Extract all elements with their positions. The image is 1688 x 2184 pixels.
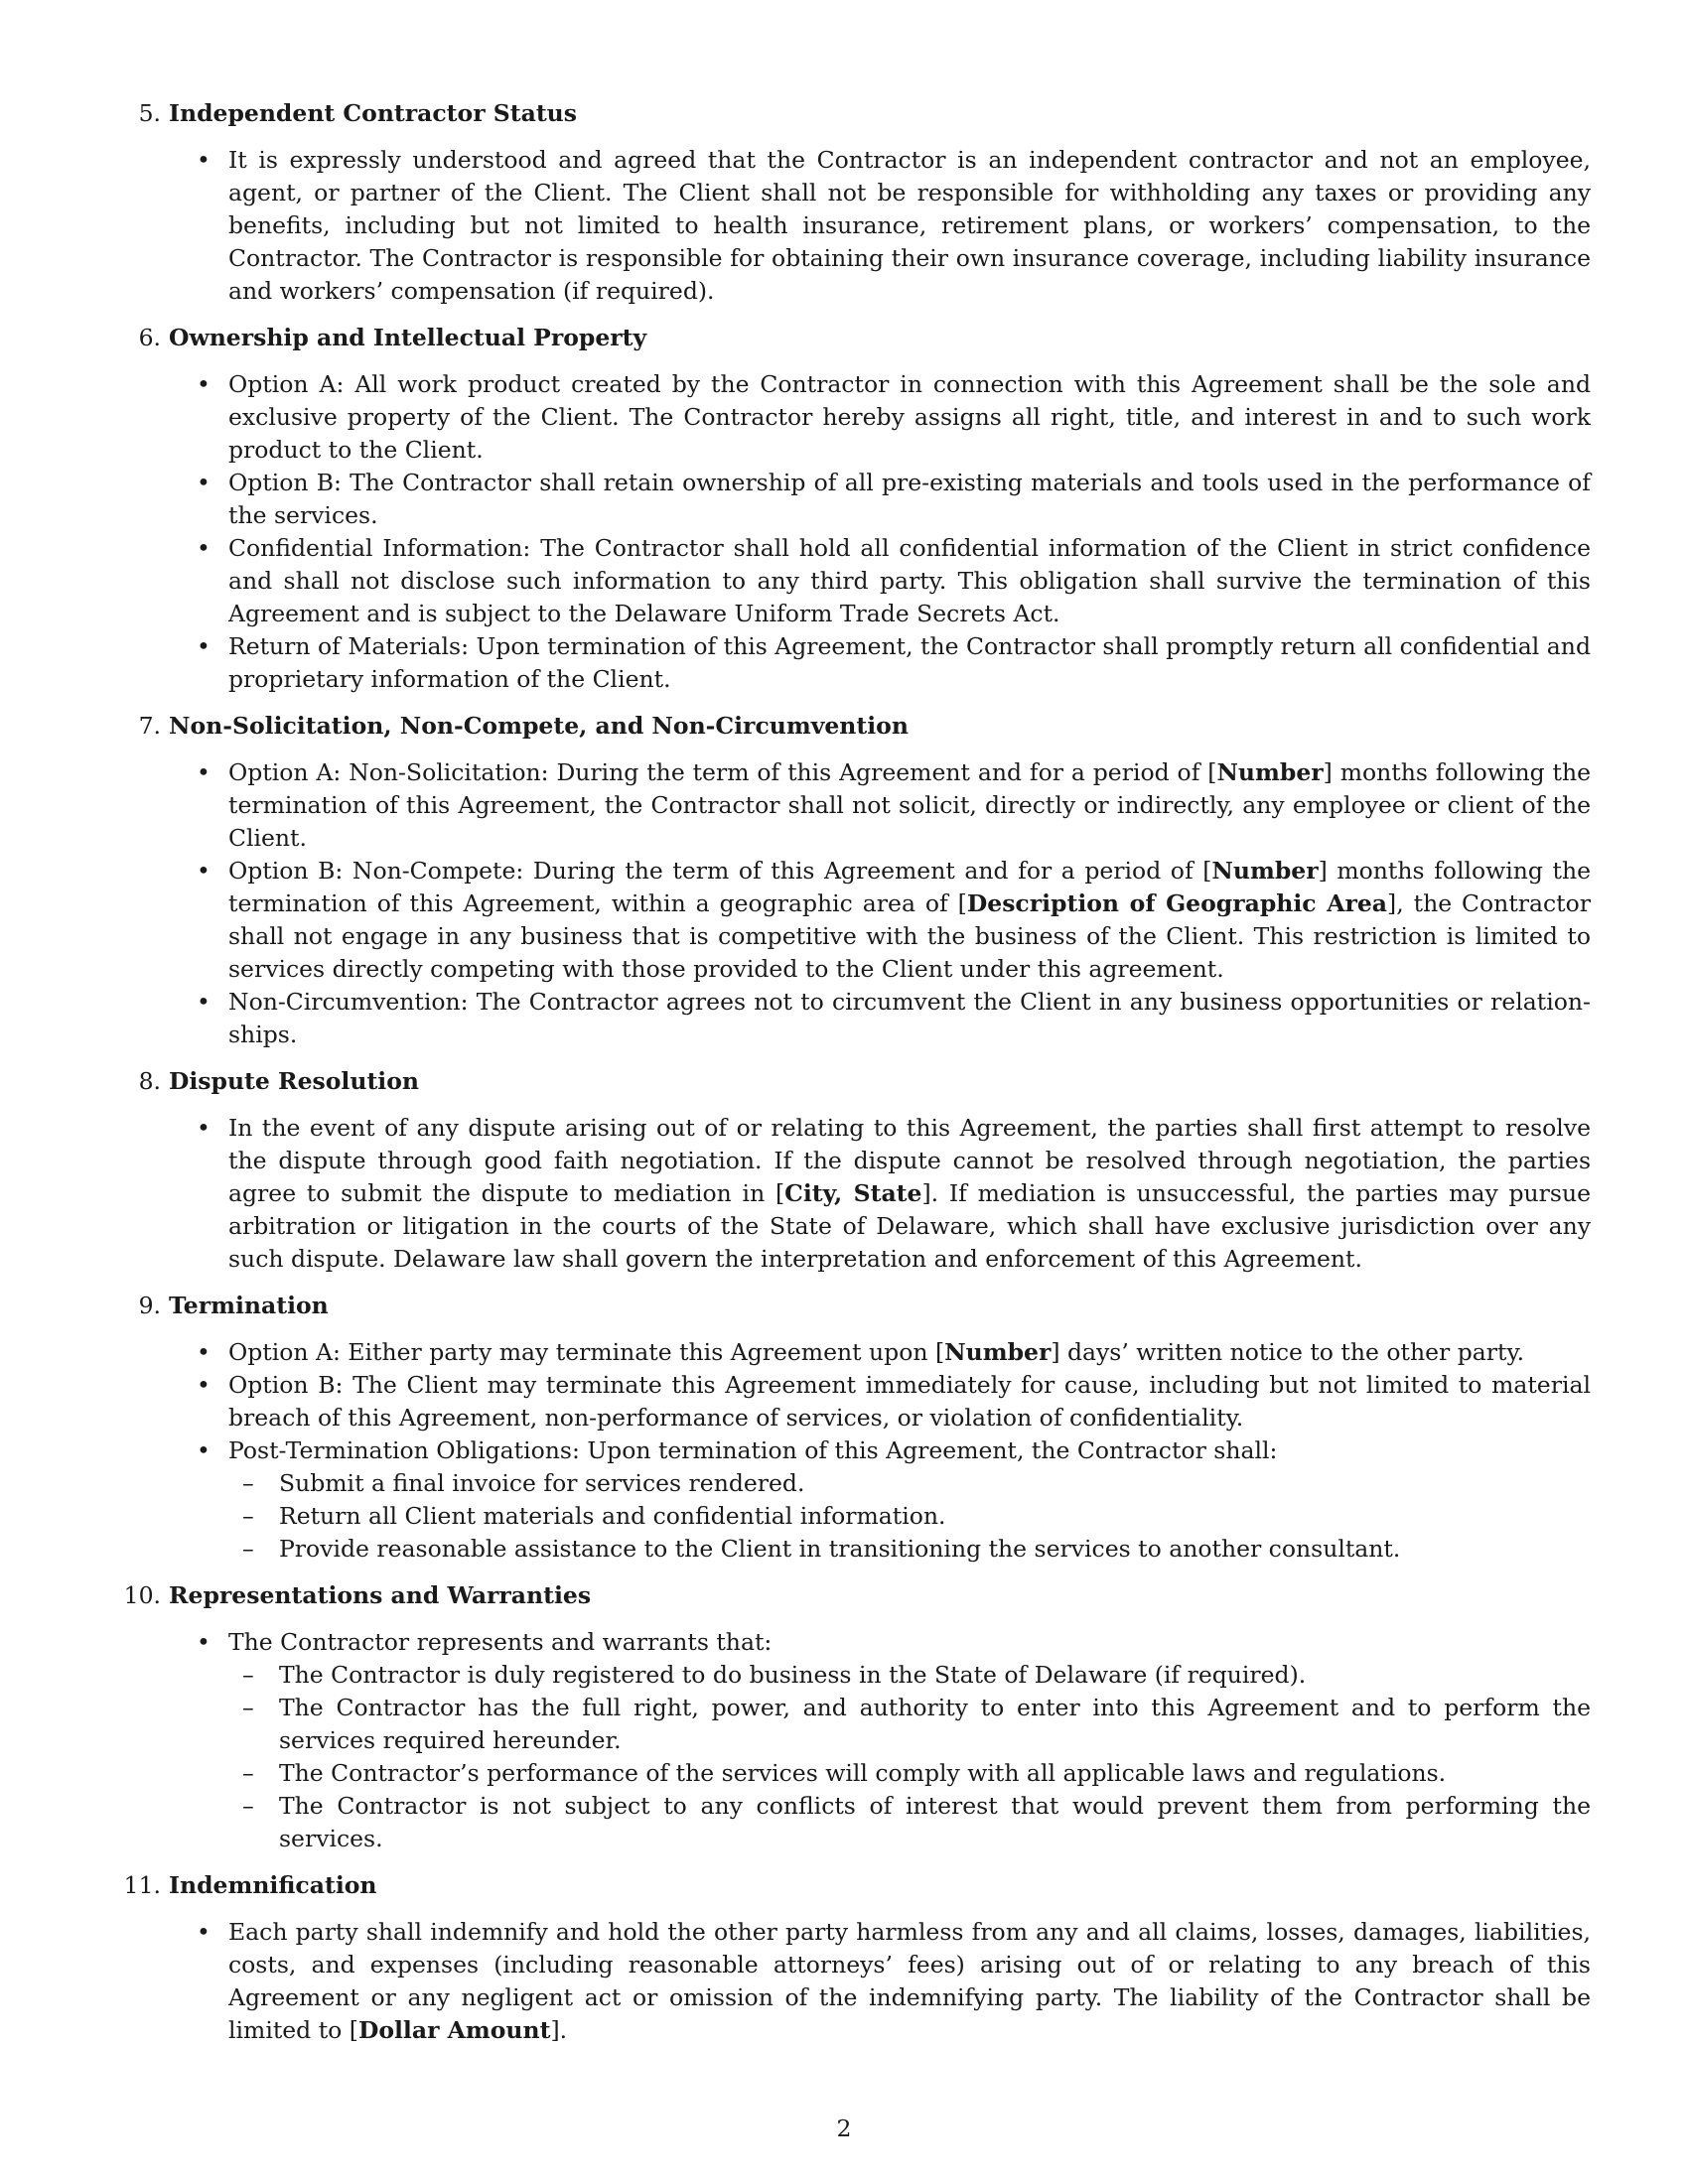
bullet-icon: • — [197, 370, 211, 398]
bullet-list — [129, 1112, 1591, 1276]
bullet-text: It is expressly understood and agreed that the Contractor is an independent contractor and not an employee, agent, or partner of the Client. The Client shall not be responsible for withholding any taxes or providing any benefits, including but not limited to health insurance, retirement plans, or workers’ compensation, to the Contractor. The Contractor is responsible for obtaining their own insurance coverage, including liability insurance and workers’ compensation (if required). — [228, 146, 1591, 305]
bullet-text: Option B: Non-Compete: During the term of this Agreement and for a period of [Number] months following the termination of this Agreement, within a geographic area of [Description of Geographic Area], the Contractor shall not engage in any business that is competitive with the business of the Client. This restriction is limited to services directly competing with those provided to the Client under this agreement. — [228, 857, 1591, 983]
document-body — [123, 97, 1592, 2061]
sub-text: Provide reasonable assistance to the Client in transitioning the services to another consultant. — [279, 1535, 1401, 1563]
section — [129, 322, 1591, 696]
placeholder-field: City, State — [784, 1179, 922, 1207]
section-number: 10. — [123, 1581, 161, 1609]
section-heading — [129, 1065, 1591, 1098]
dash-icon: – — [242, 1469, 254, 1497]
sub-item — [228, 1659, 1591, 1692]
section-heading — [129, 710, 1591, 743]
bullet-text: Post-Termination Obligations: Upon termination of this Agreement, the Contractor shall: — [228, 1436, 1278, 1464]
bullet-item — [129, 368, 1591, 467]
bullet-item — [129, 756, 1591, 855]
section-number: 7. — [138, 712, 161, 740]
bullet-item — [129, 467, 1591, 532]
section — [123, 1579, 1591, 1855]
bullet-text: Non-Circumvention: The Contractor agrees not to circumvent the Client in any business opportunities or relationships. — [228, 988, 1591, 1048]
sub-text: Return all Client materials and confidential information. — [279, 1502, 946, 1530]
bullet-icon: • — [197, 1371, 211, 1399]
section-heading — [129, 1290, 1591, 1322]
bullet-icon: • — [197, 758, 211, 786]
sub-item — [228, 1790, 1591, 1855]
section — [123, 1869, 1591, 2047]
section-number: 8. — [138, 1067, 161, 1095]
page-number: 2 — [836, 2115, 852, 2142]
bullet-item — [129, 1369, 1591, 1434]
bullet-text: Option B: The Client may terminate this Agreement immediately for cause, including but not limited to material breach of this Agreement, non-performance of services, or violation of confidentiality. — [228, 1371, 1591, 1432]
bullet-list — [129, 1626, 1591, 1855]
bullet-text: Option A: All work product created by the Contractor in connection with this Agreement shall be the sole and exclusive property of the Client. The Contractor hereby assigns all right, title, and interest in and to such work product to the Client. — [228, 370, 1591, 464]
dash-icon: – — [242, 1759, 254, 1787]
section-title: Non-Solicitation, Non-Compete, and Non-Circumvention — [169, 712, 909, 740]
section-title: Termination — [169, 1292, 329, 1319]
sub-text: The Contractor’s performance of the services will comply with all applicable laws and regulations. — [279, 1759, 1447, 1787]
bullet-item — [129, 1916, 1591, 2047]
bullet-item — [129, 144, 1591, 308]
bullet-icon: • — [197, 988, 211, 1016]
sub-text: The Contractor is not subject to any conflicts of interest that would prevent them from performing the services. — [279, 1792, 1591, 1852]
placeholder-field: Number — [1216, 758, 1324, 786]
sub-text: The Contractor has the full right, power, and authority to enter into this Agreement and to perform the services required hereunder. — [279, 1694, 1591, 1754]
sub-list — [228, 1659, 1591, 1855]
section-heading — [123, 1579, 1591, 1612]
bullet-item — [129, 1434, 1591, 1566]
bullet-text: Option A: Either party may terminate this Agreement upon [Number] days’ written notice to the other party. — [228, 1338, 1525, 1366]
bullet-list — [129, 1336, 1591, 1566]
bullet-item — [129, 630, 1591, 696]
sub-item — [228, 1692, 1591, 1757]
bullet-icon: • — [197, 1628, 211, 1656]
section — [129, 97, 1591, 308]
bullet-icon: • — [197, 1114, 211, 1142]
placeholder-field: Dollar Amount — [357, 2016, 551, 2044]
dash-icon: – — [242, 1792, 254, 1820]
bullet-icon: • — [197, 534, 211, 562]
bullet-item — [129, 1336, 1591, 1369]
placeholder-field: Number — [944, 1338, 1052, 1366]
sub-text: The Contractor is duly registered to do business in the State of Delaware (if required). — [279, 1661, 1307, 1689]
section-title: Ownership and Intellectual Property — [169, 324, 647, 351]
section-number: 9. — [138, 1292, 161, 1319]
bullet-list — [129, 368, 1591, 696]
placeholder-field: Description of Geographic Area — [966, 889, 1388, 917]
section-number: 11. — [123, 1871, 161, 1899]
bullet-text: Confidential Information: The Contractor shall hold all confidential information of the Client in strict confidence and shall not disclose such information to any third party. This obligation shall survive the termination of this Agreement and is subject to the Delaware Uniform Trade Secrets Act. — [228, 534, 1591, 627]
sub-list — [228, 1467, 1591, 1566]
section-heading — [129, 97, 1591, 130]
sub-text: Submit a final invoice for services rendered. — [279, 1469, 805, 1497]
sub-item — [228, 1500, 1591, 1533]
bullet-icon: • — [197, 1436, 211, 1464]
bullet-item — [129, 1112, 1591, 1276]
sub-item — [228, 1467, 1591, 1500]
section — [129, 1290, 1591, 1566]
section-title: Independent Contractor Status — [169, 99, 577, 127]
placeholder-field: Number — [1211, 857, 1319, 885]
bullet-list — [129, 144, 1591, 308]
bullet-list — [129, 1916, 1591, 2047]
section-number: 6. — [138, 324, 161, 351]
section-number: 5. — [138, 99, 161, 127]
bullet-item — [129, 1626, 1591, 1855]
bullet-icon: • — [197, 632, 211, 660]
bullet-icon: • — [197, 857, 211, 885]
section — [129, 710, 1591, 1051]
bullet-icon: • — [197, 146, 211, 174]
bullet-text: The Contractor represents and warrants that: — [228, 1628, 773, 1656]
bullet-item — [129, 986, 1591, 1051]
section-heading — [123, 1869, 1591, 1902]
bullet-icon: • — [197, 1918, 211, 1946]
sub-item — [228, 1757, 1591, 1790]
bullet-item — [129, 532, 1591, 630]
sub-item — [228, 1533, 1591, 1566]
section-title: Indemnification — [169, 1871, 377, 1899]
dash-icon: – — [242, 1661, 254, 1689]
bullet-text: In the event of any dispute arising out of or relating to this Agreement, the parties shall first attempt to resolve the dispute through good faith negotiation. If the dispute cannot be resolved through negotiation, the parties agree to submit the dispute to mediation in [City, State]. If mediation is unsuccessful, the parties may pursue arbitration or litigation in the courts of the State of Delaware, which shall have exclusive jurisdiction over any such dispute. Delaware law shall govern the interpretation and enforcement of this Agreement. — [228, 1114, 1591, 1273]
bullet-text: Option A: Non-Solicitation: During the term of this Agreement and for a period of [Number] months following the termination of this Agreement, the Contractor shall not solicit, directly or indirectly, any employee or client of the Client. — [228, 758, 1592, 852]
bullet-icon: • — [197, 1338, 211, 1366]
bullet-icon: • — [197, 469, 211, 496]
section-title: Representations and Warranties — [169, 1581, 592, 1609]
dash-icon: – — [242, 1502, 254, 1530]
bullet-text: Each party shall indemnify and hold the other party harmless from any and all claims, losses, damages, liabilities, costs, and expenses (including reasonable attorneys’ fees) arising out of or relating to any breach of this Agreement or any negligent act or omission of the indemnifying party. The liability of the Contractor shall be limited to [Dollar Amount]. — [228, 1918, 1591, 2044]
section-title: Dispute Resolution — [169, 1067, 419, 1095]
bullet-item — [129, 855, 1591, 986]
section-heading — [129, 322, 1591, 354]
bullet-text: Option B: The Contractor shall retain ownership of all pre-existing materials and tools used in the performance of the services. — [228, 469, 1591, 529]
bullet-list — [129, 756, 1591, 1051]
dash-icon: – — [242, 1535, 254, 1563]
bullet-text: Return of Materials: Upon termination of this Agreement, the Contractor shall promptly return all confidential and proprietary information of the Client. — [228, 632, 1591, 693]
dash-icon: – — [242, 1694, 254, 1721]
section — [129, 1065, 1591, 1276]
